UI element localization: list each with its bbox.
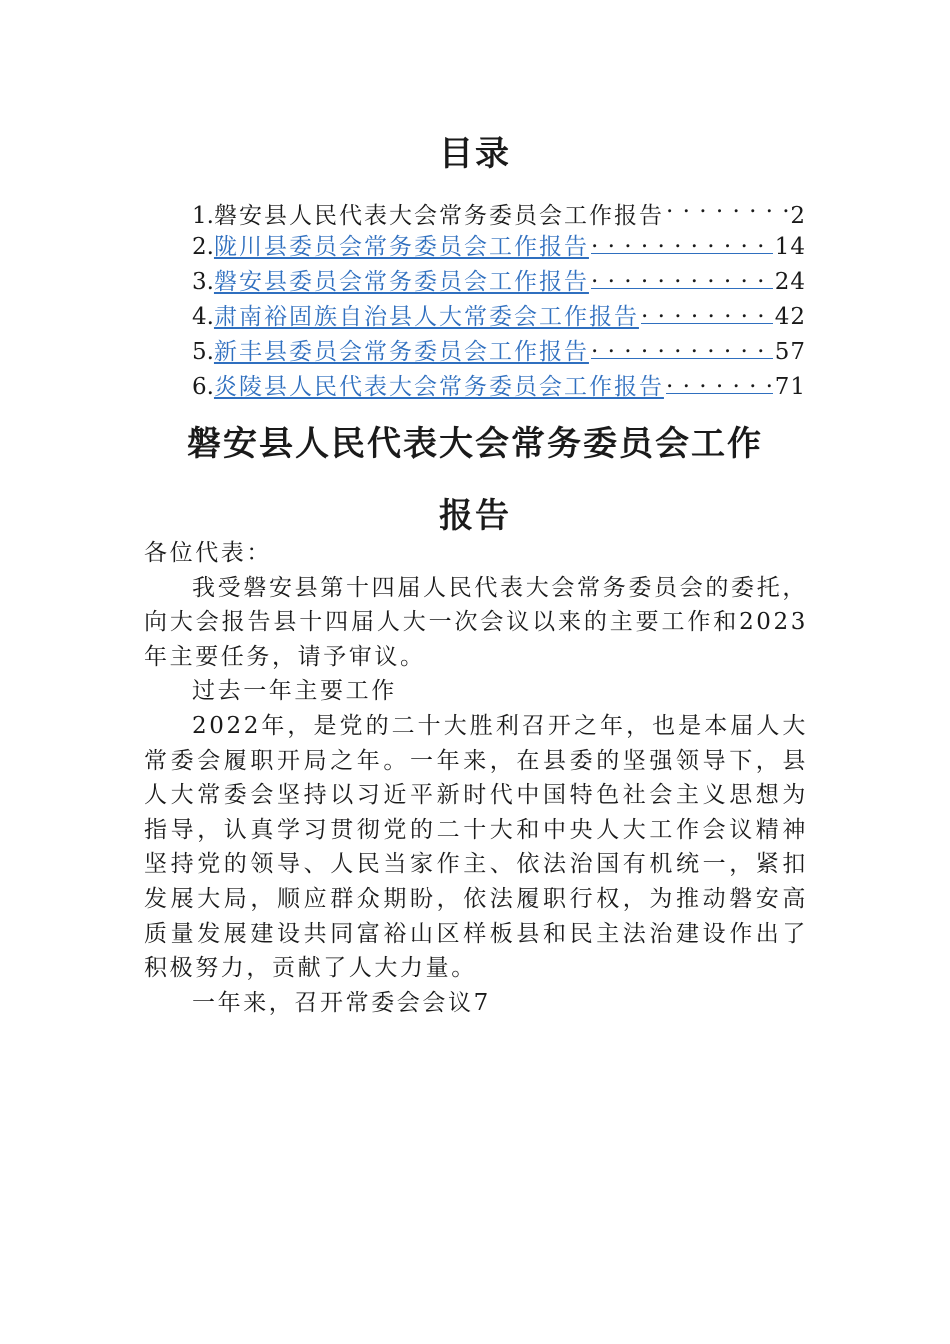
report-title-line-2: 报告 <box>439 496 511 536</box>
toc-leader-dots <box>591 258 773 289</box>
table-of-contents <box>192 188 806 398</box>
body-paragraph-3: 一年来，召开常委会会议7 <box>192 989 491 1016</box>
toc-leader-dots <box>666 363 773 394</box>
report-body <box>144 536 808 1020</box>
toc-entry-page: 42 <box>774 304 806 330</box>
toc-entry-number: 4. <box>192 304 214 330</box>
toc-entry-number: 6. <box>192 374 214 400</box>
report-title <box>150 408 800 552</box>
toc-entry-page: 71 <box>774 374 806 400</box>
body-paragraph-2: 2022年，是党的二十大胜利召开之年，也是本届人大常委会履职开局之年。一年来，在县委的坚强领导下，县人大常委会坚持以习近平新时代中国特色社会主义思想为指导，认真学习贯彻党的二十大和中央人大工作会议精神坚持党的领导、人民当家作主、依法治国有机统一，紧扣发展大局，顺应群众期盼，依法履职行权，为推动磐安高质量发展建设共同富裕山区样板县和民主法治建设作出了积极努力，贡献了人大力量。 <box>144 712 808 982</box>
section-heading: 过去一年主要工作 <box>192 678 397 705</box>
toc-title: 目录 <box>439 134 511 174</box>
report-title-line-1: 磐安县人民代表大会常务委员会工作 <box>187 424 763 464</box>
salutation: 各位代表： <box>144 540 272 566</box>
toc-entry-page: 57 <box>774 339 806 365</box>
toc-entry-link[interactable]: 陇川县委员会常务委员会工作报告 <box>213 234 589 260</box>
toc-entry-page: 14 <box>774 234 806 260</box>
toc-entry-page: 2 <box>790 203 806 229</box>
toc-entry-number: 5. <box>192 339 214 365</box>
toc-entry-link[interactable]: 炎陵县人民代表大会常务委员会工作报告 <box>213 374 664 400</box>
toc-entry-link[interactable]: 磐安县委员会常务委员会工作报告 <box>213 269 589 295</box>
toc-entry-title[interactable]: 磐安县人民代表大会常务委员会工作报告 <box>213 203 664 229</box>
toc-entry-number: 1. <box>192 203 214 229</box>
toc-leader-dots <box>591 328 773 359</box>
toc-entry-page: 24 <box>774 269 806 295</box>
body-paragraph-1: 我受磐安县第十四届人民代表大会常务委员会的委托，向大会报告县十四届人大一次会议以来的主要工作和2023年主要任务，请予审议。 <box>144 574 808 670</box>
toc-entry-number: 2. <box>192 234 214 260</box>
toc-entry-link[interactable]: 肃南裕固族自治县人大常委会工作报告 <box>213 304 639 330</box>
toc-leader-dots <box>591 223 773 254</box>
toc-leader-dots <box>641 293 773 324</box>
toc-entry-1[interactable] <box>192 188 806 229</box>
toc-leader-dots <box>666 188 788 223</box>
toc-entry-number: 3. <box>192 269 214 295</box>
toc-entry-link[interactable]: 新丰县委员会常务委员会工作报告 <box>213 339 589 365</box>
